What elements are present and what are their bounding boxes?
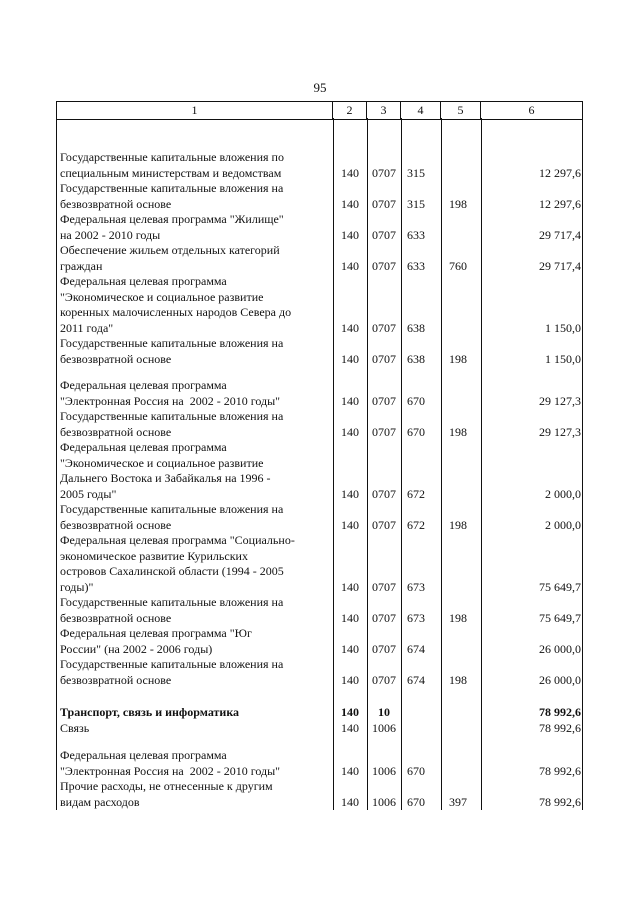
row-description: Федеральная целевая программа "Социально- экономическое развитие Курильских островов Сахалинской области (1994 - 2005 годы)" xyxy=(60,533,295,594)
row-c2-value: 140 xyxy=(341,517,359,532)
row-c2-value: 140 xyxy=(341,196,359,211)
row-c6-value: 26 000,0 xyxy=(539,641,581,656)
row-c4-value: 670 xyxy=(407,763,425,778)
row-c3-value: 0707 xyxy=(372,579,396,594)
row-c6-value: 78 992,6 xyxy=(539,794,581,809)
row-c5-value xyxy=(441,378,481,409)
row-c5-value: 198 xyxy=(449,610,467,625)
row-c2-value: 140 xyxy=(341,720,359,735)
row-c2-value: 140 xyxy=(341,579,359,594)
row-description: Прочие расходы, не отнесенные к другим видам расходов xyxy=(60,779,273,809)
row-c3-value: 0707 xyxy=(372,610,396,625)
row-description: Государственные капитальные вложения на безвозвратной основе xyxy=(60,502,284,532)
row-c4-value: 674 xyxy=(407,672,425,687)
row-description: Государственные капитальные вложения на безвозвратной основе xyxy=(60,336,284,366)
header-col-5: 5 xyxy=(441,102,481,119)
row-c6-value: 29 717,4 xyxy=(539,227,581,242)
row-c4-value xyxy=(401,705,441,721)
row-description: Федеральная целевая программа "Экономическое и социальное развитие коренных малочисленных народов Севера до 2011 года" xyxy=(60,274,292,335)
row-c3-value: 0707 xyxy=(372,320,396,335)
row-c2-value: 140 xyxy=(341,486,359,501)
row-c6-value: 29 127,3 xyxy=(539,424,581,439)
row-c6-value: 1 150,0 xyxy=(545,320,581,335)
row-c2-value: 140 xyxy=(341,258,359,273)
row-c4-value: 638 xyxy=(407,320,425,335)
row-c4-value: 670 xyxy=(407,393,425,408)
row-c5-value: 198 xyxy=(449,517,467,532)
table-row xyxy=(56,533,583,595)
row-c6-value: 29 127,3 xyxy=(539,393,581,408)
header-col-4: 4 xyxy=(401,102,441,119)
row-c6-value: 2 000,0 xyxy=(545,517,581,532)
row-c2-value: 140 xyxy=(341,424,359,439)
row-c3-value: 0707 xyxy=(372,393,396,408)
row-c3-value: 0707 xyxy=(372,486,396,501)
row-c2-value: 140 xyxy=(341,610,359,625)
row-c3-value: 0707 xyxy=(372,351,396,366)
row-c4-value: 633 xyxy=(407,227,425,242)
header-col-1: 1 xyxy=(56,102,333,119)
budget-table xyxy=(56,101,583,810)
row-c6-value: 12 297,6 xyxy=(539,165,581,180)
row-c4-value: 670 xyxy=(407,794,425,809)
row-c4-value: 670 xyxy=(407,424,425,439)
row-description: Транспорт, связь и информатика xyxy=(60,705,240,719)
table-row xyxy=(56,502,583,533)
row-c5-value: 760 xyxy=(449,258,467,273)
row-c6-value: 26 000,0 xyxy=(539,672,581,687)
row-c2-value: 140 xyxy=(341,165,359,180)
table-row xyxy=(56,150,583,181)
table-row xyxy=(56,595,583,626)
table-row xyxy=(56,721,583,737)
row-description: Государственные капитальные вложения на безвозвратной основе xyxy=(60,657,284,687)
header-col-2: 2 xyxy=(333,102,367,119)
row-c3-value: 0707 xyxy=(372,424,396,439)
row-description: Федеральная целевая программа "Юг России" (на 2002 - 2006 годы) xyxy=(60,626,252,656)
row-c2-value: 140 xyxy=(341,320,359,335)
row-c5-value xyxy=(441,533,481,595)
row-c6-value: 29 717,4 xyxy=(539,258,581,273)
row-c6-value: 2 000,0 xyxy=(545,486,581,501)
row-description: Государственные капитальные вложения на безвозвратной основе xyxy=(60,181,284,211)
row-c5-value xyxy=(441,721,481,737)
row-c6-value: 78 992,6 xyxy=(539,705,581,719)
row-c5-value xyxy=(441,212,481,243)
row-c4-value: 673 xyxy=(407,610,425,625)
row-c5-value: 198 xyxy=(449,672,467,687)
row-description: Федеральная целевая программа "Электронная Россия на 2002 - 2010 годы" xyxy=(60,378,281,408)
row-c5-value: 198 xyxy=(449,196,467,211)
row-c5-value xyxy=(441,748,481,779)
row-c5-value xyxy=(441,150,481,181)
row-c4-value: 672 xyxy=(407,517,425,532)
row-c6-value: 75 649,7 xyxy=(539,579,581,594)
row-c4-value: 638 xyxy=(407,351,425,366)
table-row xyxy=(56,657,583,688)
table-row xyxy=(56,274,583,336)
row-description: Федеральная целевая программа "Жилище" на 2002 - 2010 годы xyxy=(60,212,284,242)
row-c3-value: 0707 xyxy=(372,165,396,180)
row-c5-value: 198 xyxy=(449,424,467,439)
row-c6-value: 78 992,6 xyxy=(539,720,581,735)
row-description: Федеральная целевая программа "Электронная Россия на 2002 - 2010 годы" xyxy=(60,748,281,778)
table-row xyxy=(56,409,583,440)
row-c6-value: 12 297,6 xyxy=(539,196,581,211)
row-c3-value: 0707 xyxy=(372,672,396,687)
row-description: Государственные капитальные вложения на безвозвратной основе xyxy=(60,595,284,625)
row-c4-value: 672 xyxy=(407,486,425,501)
row-c2-value: 140 xyxy=(341,351,359,366)
row-c4-value: 315 xyxy=(407,196,425,211)
row-c3-value: 0707 xyxy=(372,196,396,211)
row-c6-value: 1 150,0 xyxy=(545,351,581,366)
header-col-6: 6 xyxy=(481,102,583,119)
table-body xyxy=(56,150,583,810)
table-row xyxy=(56,748,583,779)
row-c3-value: 0707 xyxy=(372,227,396,242)
row-c6-value: 78 992,6 xyxy=(539,763,581,778)
row-c4-value: 673 xyxy=(407,579,425,594)
row-c3-value: 1006 xyxy=(372,763,396,778)
table-header-row xyxy=(56,101,583,120)
row-c3-value: 0707 xyxy=(372,258,396,273)
row-c3-value: 0707 xyxy=(372,517,396,532)
page-number: 95 xyxy=(313,80,327,95)
table-row xyxy=(56,378,583,409)
row-c5-value xyxy=(441,626,481,657)
table-row xyxy=(56,440,583,502)
row-c4-value: 315 xyxy=(407,165,425,180)
row-description: Обеспечение жильем отдельных категорий граждан xyxy=(60,243,280,273)
table-row xyxy=(56,212,583,243)
row-c5-value xyxy=(441,440,481,502)
row-c4-value: 633 xyxy=(407,258,425,273)
row-c2-value: 140 xyxy=(341,393,359,408)
row-description: Государственные капитальные вложения по специальным министерствам и ведомствам xyxy=(60,150,284,180)
table-row xyxy=(56,181,583,212)
row-c3-value: 1006 xyxy=(372,794,396,809)
row-c6-value: 75 649,7 xyxy=(539,610,581,625)
row-c5-value xyxy=(441,274,481,336)
table-row xyxy=(56,336,583,367)
row-description: Связь xyxy=(60,720,90,735)
row-c5-value: 397 xyxy=(449,794,467,809)
row-c3-value: 10 xyxy=(378,705,390,719)
row-c2-value: 140 xyxy=(341,794,359,809)
header-col-3: 3 xyxy=(367,102,401,119)
row-description: Федеральная целевая программа "Экономическое и социальное развитие Дальнего Востока и Забайкалья на 1996 - 2005 годы" xyxy=(60,440,271,501)
table-row xyxy=(56,626,583,657)
table-row xyxy=(56,705,583,721)
table-row xyxy=(56,779,583,810)
row-c2-value: 140 xyxy=(341,763,359,778)
row-c4-value xyxy=(401,721,441,737)
row-c2-value: 140 xyxy=(341,641,359,656)
row-c2-value: 140 xyxy=(341,227,359,242)
row-c3-value: 0707 xyxy=(372,641,396,656)
row-description: Государственные капитальные вложения на безвозвратной основе xyxy=(60,409,284,439)
row-c2-value: 140 xyxy=(341,672,359,687)
row-c5-value xyxy=(441,705,481,721)
row-c2-value: 140 xyxy=(341,705,359,719)
row-c4-value: 674 xyxy=(407,641,425,656)
table-row xyxy=(56,243,583,274)
row-c3-value: 1006 xyxy=(372,720,396,735)
row-c5-value: 198 xyxy=(449,351,467,366)
